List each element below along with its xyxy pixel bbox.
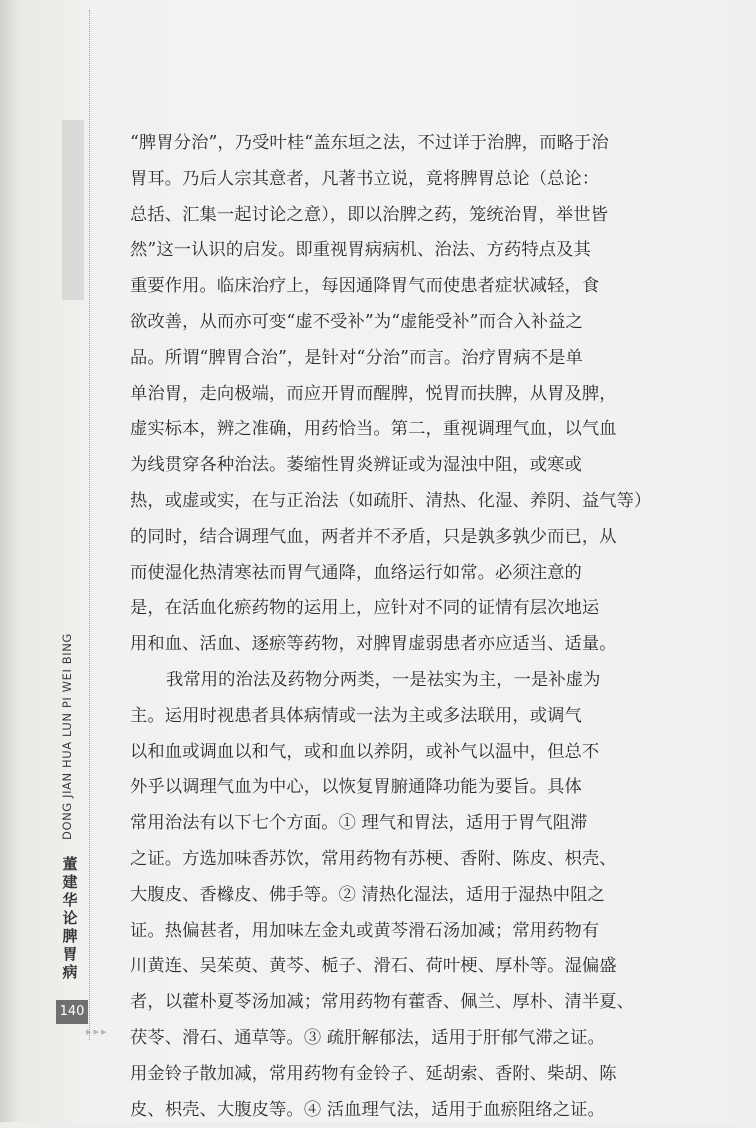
text-line: 是，在活血化瘀药物的运用上，应针对不同的证情有层次地运 [130, 598, 600, 619]
text-line: 皮、枳壳、大腹皮等。④ 活血理气法，适用于血瘀阻络之证。 [130, 1099, 605, 1120]
text-line: 主。运用时视患者具体病情或一法为主或多法联用，或调气 [130, 705, 582, 726]
text-line: 单治胃，走向极端，而应开胃而醒脾，悦胃而扶脾，从胃及脾， [130, 383, 617, 404]
text-line: 大腹皮、香橼皮、佛手等。② 清热化湿法，适用于湿热中阻之 [130, 884, 605, 905]
text-line: 总括、汇集一起讨论之意），即以治脾之药，笼统治胃，举世皆 [130, 204, 609, 225]
text-line: 的同时，结合调理气血，两者并不矛盾，只是孰多孰少而已，从 [130, 526, 617, 547]
body-text [130, 126, 660, 1128]
text-line: 热，或虚或实，在与正治法（如疏肝、清热、化湿、养阴、益气等） [130, 490, 652, 511]
page-number: 140 [56, 1000, 88, 1024]
text-line: 川黄连、吴茱萸、黄芩、栀子、滑石、荷叶梗、厚朴等。湿偏盛 [130, 956, 617, 977]
book-title-vertical: 董建华论脾胃病 [62, 855, 78, 981]
text-line: 用金铃子散加减，常用药物有金铃子、延胡索、香附、柴胡、陈 [130, 1063, 617, 1084]
text-line: 用和血、活血、逐瘀等药物，对脾胃虚弱患者亦应适当、适量。 [130, 634, 617, 655]
text-line: 重要作用。临床治疗上，每因通降胃气而使患者症状减轻，食 [130, 276, 600, 297]
margin-dotted-rule [89, 10, 90, 1040]
text-line: 然”这一认识的启发。即重视胃病病机、治法、方药特点及其 [130, 240, 591, 261]
spine-shadow [0, 0, 18, 1122]
text-line: 者，以藿朴夏苓汤加减；常用药物有藿香、佩兰、厚朴、清半夏、 [130, 992, 635, 1013]
next-arrows-icon: ▸▸▸ [86, 1025, 109, 1038]
text-line: 外乎以调理气血为中心，以恢复胃腑通降功能为要旨。具体 [130, 777, 582, 798]
text-line: “脾胃分治”，乃受叶桂“盖东垣之法，不过详于治脾，而略于治 [130, 133, 609, 153]
running-head-pinyin: DONG JIAN HUA LUN PI WEI BING [60, 633, 74, 840]
text-line: 虚实标本，辨之准确，用药恰当。第二，重视调理气血，以气血 [130, 419, 617, 440]
text-line: 以和血或调血以和气，或和血以养阴，或补气以温中，但总不 [130, 741, 600, 762]
text-line: 胃耳。乃后人宗其意者，凡著书立说，竟将脾胃总论（总论： [130, 168, 600, 189]
paragraph-first-line: 我常用的治法及药物分两类，一是祛实为主，一是补虚为 [166, 669, 601, 690]
text-line: 欲改善，从而亦可变“虚不受补”为“虚能受补”而合入补益之 [130, 311, 583, 332]
text-line: 之证。方选加味香苏饮，常用药物有苏梗、香附、陈皮、枳壳、 [130, 848, 617, 869]
text-line: 品。所谓“脾胃合治”，是针对“分治”而言。治疗胃病不是单 [130, 347, 583, 368]
text-line: 证。热偏甚者，用加味左金丸或黄芩滑石汤加减；常用药物有 [130, 920, 600, 941]
margin-gray-bar [62, 120, 84, 300]
text-line: 为线贯穿各种治法。萎缩性胃炎辨证或为湿浊中阻，或寒或 [130, 455, 582, 476]
text-line: 而使湿化热清寒祛而胃气通降，血络运行如常。必须注意的 [130, 562, 582, 583]
text-line: 常用治法有以下七个方面。① 理气和胃法，适用于胃气阻滞 [130, 813, 588, 834]
text-line: 茯苓、滑石、通草等。③ 疏肝解郁法，适用于肝郁气滞之证。 [130, 1027, 605, 1048]
